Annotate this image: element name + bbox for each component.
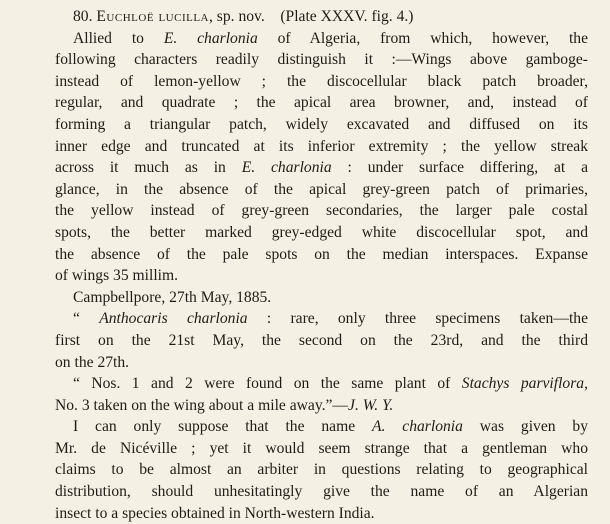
species-heading <box>55 6 588 28</box>
text-line: of wings 35 millim. <box>55 267 179 285</box>
text-line: instead of lemon-yellow ; the discocellular black patch broader, <box>55 72 588 90</box>
plate-reference: (Plate XXXV. fig. 4.) <box>280 8 414 25</box>
text-line: No. 3 taken on the wing about a mile away.”—J. W. Y. <box>55 396 394 414</box>
text-line: forming a triangular patch, widely excavated and diffused on its <box>55 115 588 133</box>
text-line: following characters readily distinguish it :—Wings above gamboge- <box>55 51 588 69</box>
text-line: spots, the better marked grey-edged white discocellular spot, and <box>55 223 588 241</box>
text-line: insect to a species obtained in North-western India. <box>55 504 375 522</box>
collector-initials: J. W. Y. <box>348 396 394 414</box>
text-line: regular, and quadrate ; the apical area browner, and, instead of <box>55 94 588 112</box>
text-line: the yellow instead of grey-green secondaries, the larger pale costal <box>55 202 588 220</box>
text-line: the absence of the pale spots on the median interspaces. Expanse <box>55 245 588 263</box>
text-line: I can only suppose that the name A. charlonia was given by <box>73 418 588 436</box>
text-line: Allied to E. charlonia of Algeria, from which, however, the <box>73 29 588 47</box>
description-paragraph <box>55 28 588 287</box>
species-status: , sp. nov. <box>209 8 265 25</box>
text-line: across it much as in E. charlonia : under surface differing, at a <box>55 159 589 177</box>
text-line: inner edge and truncated at its inferior extremity ; the yellow streak <box>55 137 588 155</box>
commentary-paragraph <box>55 416 588 524</box>
locality-line: Campbellpore, 27th May, 1885. <box>73 288 272 306</box>
text-line: claims to be almost an arbiter in questions relating to geographical <box>55 461 588 479</box>
text-line: “ Anthocaris charlonia : rare, only three specimens taken—the <box>73 310 588 328</box>
field-note-quote <box>55 308 588 373</box>
text-line: distribution, should unhesitatingly give the name of an Algerian <box>55 483 588 501</box>
field-note-quote <box>55 373 588 416</box>
text-line: Mr. de Nicéville ; yet it would seem strange that a gentleman who <box>55 439 588 457</box>
species-name: Euchloë lucilla <box>96 8 209 25</box>
text-line: “ Nos. 1 and 2 were found on the same plant of Stachys parviflora, <box>73 375 588 393</box>
text-line: on the 27th. <box>55 353 130 371</box>
text-line: first on the 21st May, the second on the 23rd, and the third <box>55 331 588 349</box>
species-number: 80. <box>73 8 93 25</box>
text-line: glance, in the absence of the apical grey-green patch of primaries, <box>55 180 588 198</box>
